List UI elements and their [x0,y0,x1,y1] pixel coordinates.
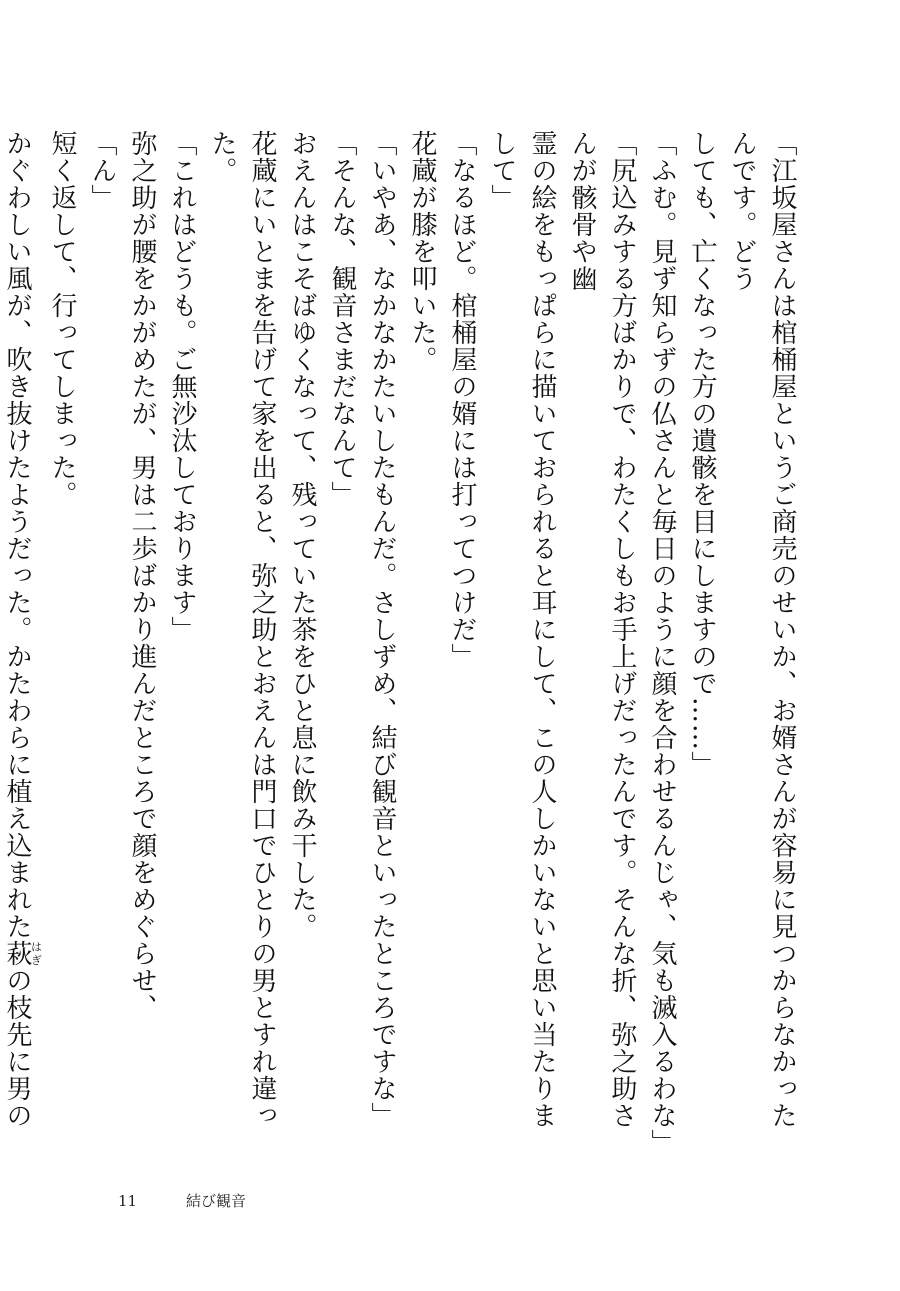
ruby-annotation [2,940,43,967]
text-line: 「尻込みする方ばかりで、わたくしもお手上げだったんです。そんな折、弥之助さんが骸骨や幽 [567,130,637,1129]
ruby-line-before: かぐわしい風が、吹き抜けたようだった。かたわらに植え込まれた [2,130,32,940]
text-line: 短く返して、行ってしまった。 [47,130,77,508]
text-line: 「江坂屋さんは棺桶屋というご商売のせいか、お婿さんが容易に見つからなかったんです。どう [727,130,797,1129]
text-line: 「ふむ。見ず知らずの仏さんと毎日のように顔を合わせるんじゃ、気も滅入るわな」 [647,130,677,1156]
text-line: 「なるほど。棺桶屋の婿には打ってつけだ」 [447,130,477,670]
ruby-base: 萩 [2,940,32,967]
page-number: 11 [118,1192,138,1210]
body-text [2,130,802,1156]
text-line: 「ん」 [87,130,117,211]
text-line: 「いやあ、なかなかたいしたもんだ。さしずめ、結び観音といったところですな」 [367,130,397,1129]
text-line: しても、亡くなった方の遺骸を目にしますので……」 [687,130,717,778]
text-line: 「これはどうも。ご無沙汰しております」 [167,130,197,643]
text-line: おえんはこそばゆくなって、残っていた茶をひと息に飲み干した。 [287,130,317,940]
text-line: 花蔵が膝を叩いた。 [407,130,437,373]
ruby-reading: はぎ [29,940,43,967]
text-line-with-ruby [0,130,42,1150]
ruby-line-after: の枝先に男の [2,967,32,1129]
book-title: 結び観音 [186,1192,247,1210]
text-line: 花蔵にいとまを告げて家を出ると、弥之助とおえんは門口でひとりの男とすれ違った。 [207,130,277,1129]
text-line: 弥之助が腰をかがめたが、男は二歩ばかり進んだところで顔をめぐらせ、 [127,130,157,1021]
page-footer [118,1190,246,1211]
text-line: 「そんな、観音さまだなんて」 [327,130,357,508]
text-line: 霊の絵をもっぱらに描いておられると耳にして、この人しかいないと思い当たりまして」 [487,130,557,1129]
